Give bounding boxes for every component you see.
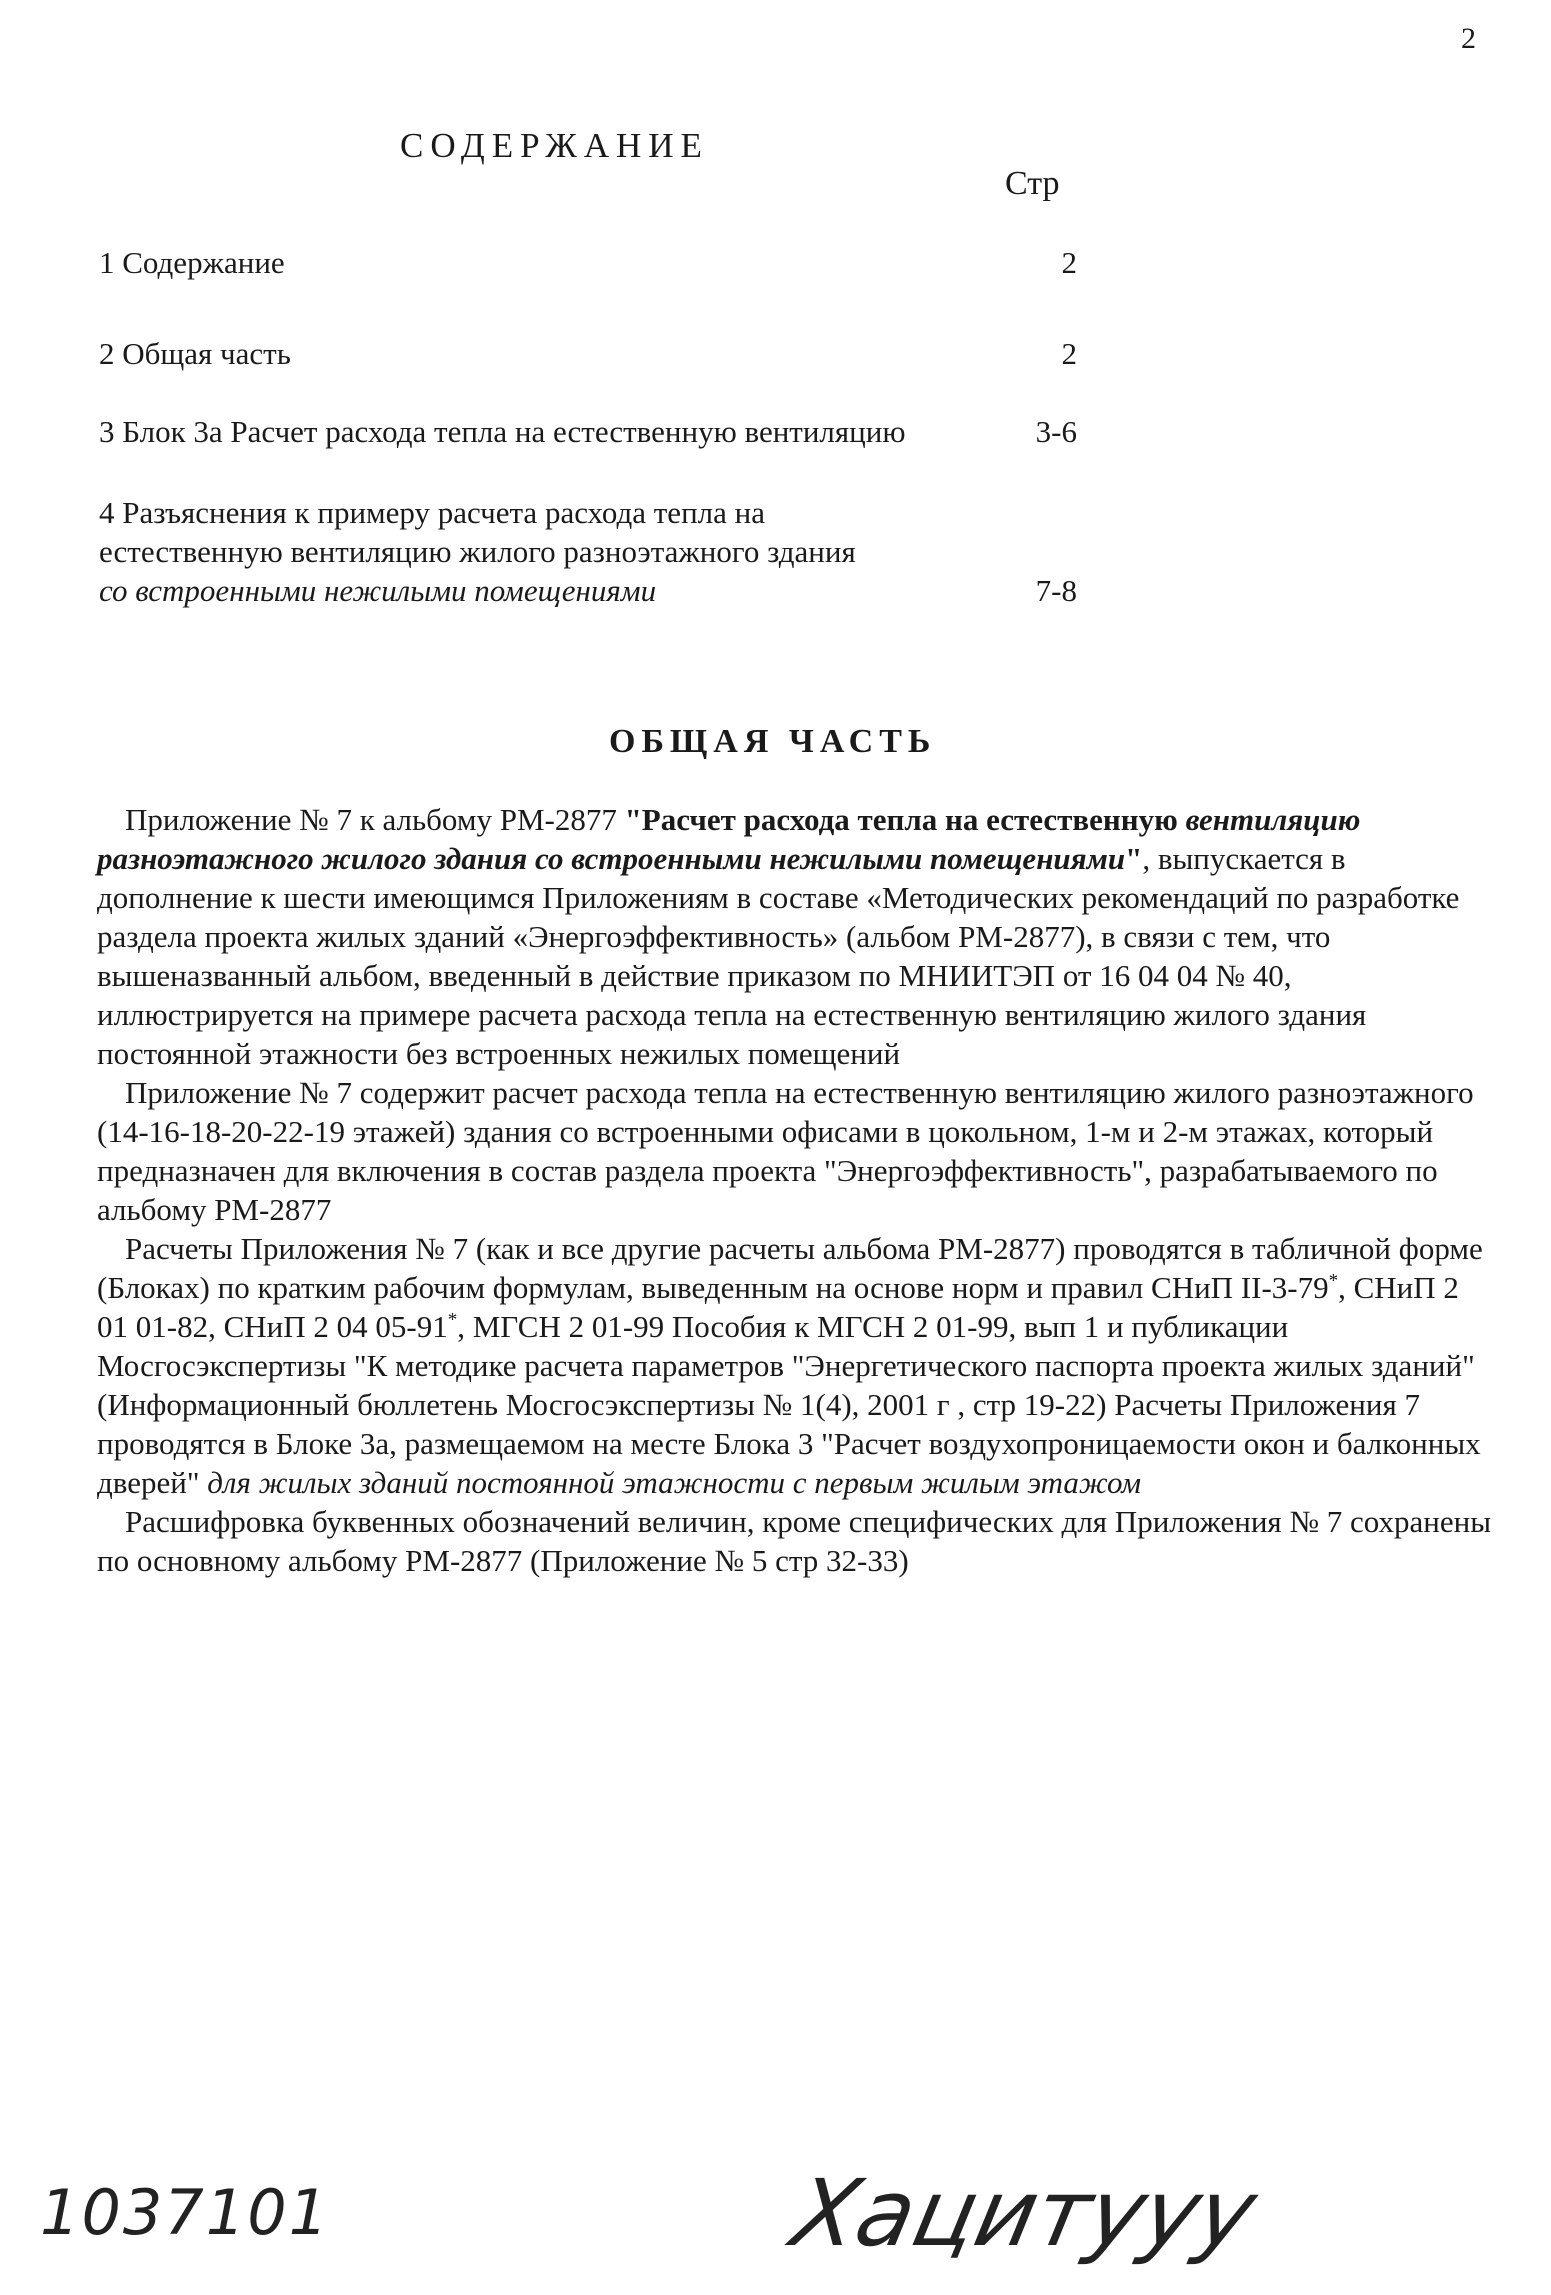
footnote-asterisk: * — [1328, 1270, 1339, 1292]
handwritten-signature: Хацитууу — [783, 2160, 1266, 2267]
toc-entry-label-line: со встроенными нежилыми помещениями — [99, 573, 657, 608]
paragraph-text: , СНиП 2 01 01-82, СНиП 2 04 05-91 — [97, 1270, 1459, 1344]
paragraph-bold-italic: вентиляцию разноэтажного жилого здания со встроенными нежилыми помещениями — [97, 802, 1361, 876]
toc-entry-label-line: 4 Разъяснения к примеру расчета расхода тепла на — [99, 495, 765, 530]
section-body — [97, 800, 1497, 1580]
paragraph-text: , выпускается в дополнение к шести имеющимся Приложениям в составе «Методических рекомендаций по разработке раздела проекта жилых зданий «Энергоэффективность» (альбом РМ-2877), в связи с тем, что вышеназванный альбом, введенный в действие приказом по МНИИТЭП от 16 04 04 № 40, иллюстрируется на примере расчета расхода тепла на естественную вентиляцию жилого здания постоянной этажности без встроенных нежилых помещений — [97, 841, 1460, 1071]
paragraph-bold: " — [1125, 841, 1143, 876]
toc-entry-page: 2 — [1061, 245, 1077, 280]
toc-title: СОДЕРЖАНИЕ — [400, 126, 709, 165]
toc-entry-label: 3 Блок 3а Расчет расхода тепла на естественную вентиляцию — [99, 414, 906, 449]
toc-entry-label: 2 Общая часть — [99, 336, 291, 371]
section-title: ОБЩАЯ ЧАСТЬ — [609, 723, 937, 760]
toc-entry — [99, 245, 1077, 281]
paragraph-text: Приложение № 7 к альбому РМ-2877 — [125, 802, 625, 837]
page-number: 2 — [1461, 22, 1476, 55]
paragraph — [97, 800, 1497, 1073]
paragraph: Расшифровка буквенных обозначений величин, кроме специфических для Приложения № 7 сохранены по основному альбому РМ-2877 (Приложение № 5 стр 32-33) — [97, 1504, 1492, 1578]
handwritten-number: 1037101 — [40, 2176, 331, 2249]
paragraph — [97, 1229, 1497, 1502]
toc-entry-label-line: естественную вентиляцию жилого разноэтажного здания — [99, 534, 856, 569]
footnote-asterisk: * — [447, 1309, 458, 1331]
paragraph-text: Расчеты Приложения № 7 (как и все другие расчеты альбома РМ-2877) проводятся в табличной форме (Блоках) по кратким рабочим формулам, выведенным на основе норм и правил СНиП II-3-79 — [97, 1231, 1483, 1305]
toc-entry — [99, 493, 1077, 610]
paragraph-italic: для жилых зданий постоянной этажности с первым жилым этажом — [207, 1465, 1142, 1500]
toc-page-column-label: Стр — [1005, 165, 1060, 202]
paragraph: Приложение № 7 содержит расчет расхода тепла на естественную вентиляцию жилого разноэтажного (14-16-18-20-22-19 этажей) здания со встроенными офисами в цокольном, 1-м и 2-м этажах, который предназначен для включения в состав раздела проекта "Энергоэффективность", разрабатываемого по альбому РМ-2877 — [97, 1075, 1474, 1227]
toc-entry-page: 7-8 — [1035, 573, 1077, 608]
paragraph-bold: "Расчет расхода тепла на естественную — [624, 802, 1186, 837]
paragraph-text: , МГСН 2 01-99 Пособия к МГСН 2 01-99, вып 1 и публикации Мосгосэкспертизы "К методике расчета параметров "Энергетического паспорта проекта жилых зданий" (Информационный бюллетень Мосгосэкспертизы № 1(4), 2001 г , стр 19-22) Расчеты Приложения 7 проводятся в Блоке 3а, размещаемом на месте Блока 3 "Расчет воздухопроницаемости окон и балконных дверей" — [97, 1309, 1481, 1500]
toc-entry — [99, 336, 1077, 372]
toc-entry-label: 1 Содержание — [99, 245, 285, 280]
toc-entry-page: 2 — [1061, 336, 1077, 371]
toc-entry-page: 3-6 — [1035, 414, 1077, 449]
toc-entry — [99, 414, 1077, 450]
